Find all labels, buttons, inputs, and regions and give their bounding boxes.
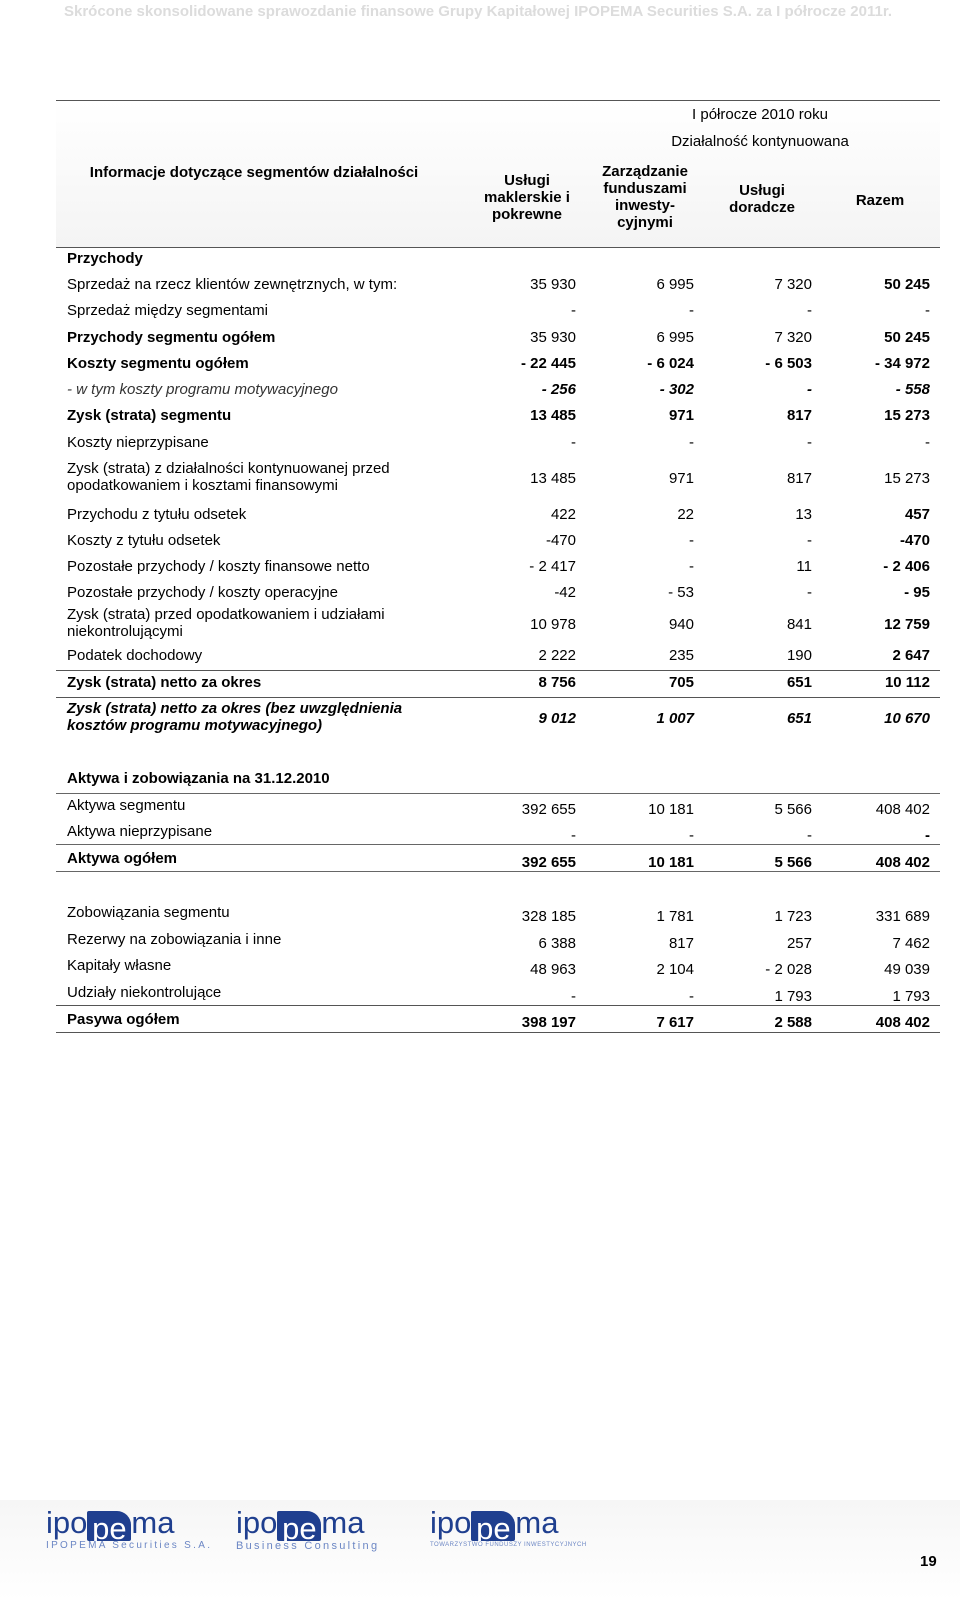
segment-row-label: Zysk (strata) netto za okres xyxy=(67,674,262,691)
segment-row-value-col1: 13 485 xyxy=(530,407,576,424)
col-advisory: Usługi doradcze xyxy=(729,182,795,216)
segment-row-value-col4: - 2 406 xyxy=(883,558,930,575)
segment-row-value-col3: 7 320 xyxy=(774,329,812,346)
liability-row-value-col1: 6 388 xyxy=(538,935,576,952)
segment-row-label: Zysk (strata) z działalności kontynuowanej przed opodatkowaniem i kosztami finansowymi xyxy=(67,460,390,494)
row-divider xyxy=(56,793,940,794)
liability-row-value-col2: 2 104 xyxy=(656,961,694,978)
segment-row-label: Przychody segmentu ogółem xyxy=(67,329,276,346)
segment-row-value-col3: - xyxy=(807,434,812,451)
segment-row-value-col4: 457 xyxy=(904,506,930,523)
segment-row-value-col2: 6 995 xyxy=(656,276,694,293)
row-divider xyxy=(56,871,940,872)
segment-row-value-col1: - xyxy=(571,434,576,451)
segment-row-value-col4: 50 245 xyxy=(884,329,930,346)
activity-header: Działalność kontynuowana xyxy=(671,133,849,150)
segment-row-value-col3: 7 320 xyxy=(774,276,812,293)
segment-row-value-col3: - xyxy=(807,532,812,549)
segment-row-label: Koszty nieprzypisane xyxy=(67,434,209,451)
asset-row-label: Aktywa segmentu xyxy=(67,797,186,814)
row-divider xyxy=(56,1005,940,1006)
segment-row-value-col3: 11 xyxy=(796,558,812,575)
liability-row-value-col1: 48 963 xyxy=(530,961,576,978)
segment-row-value-col2: 1 007 xyxy=(656,710,694,727)
segment-row-value-col1: - xyxy=(571,302,576,319)
segment-row-value-col1: - 2 417 xyxy=(529,558,576,575)
segment-row-value-col3: 651 xyxy=(786,710,812,727)
segment-row-value-col2: 971 xyxy=(668,407,694,424)
segment-row-value-col2: 6 995 xyxy=(656,329,694,346)
segment-row-value-col2: - xyxy=(689,558,694,575)
segment-row-value-col3: 190 xyxy=(786,647,812,664)
segment-row-value-col1: 9 012 xyxy=(538,710,576,727)
segment-row-label: Zysk (strata) przed opodatkowaniem i udziałami niekontrolującymi xyxy=(67,606,385,640)
logo-subtitle: IPOPEMA Securities S.A. xyxy=(46,1540,213,1551)
liability-row-value-col1: 328 185 xyxy=(521,908,576,925)
row-divider xyxy=(56,670,940,671)
asset-row-value-col4: 408 402 xyxy=(875,854,930,871)
asset-row-value-col3: - xyxy=(807,827,812,844)
segment-row-value-col4: - 34 972 xyxy=(874,355,930,372)
segment-row-value-col3: - xyxy=(807,302,812,319)
segment-row-value-col4: - xyxy=(925,302,930,319)
liability-row-value-col1: 398 197 xyxy=(521,1014,576,1031)
segment-row-label: Zysk (strata) netto za okres (bez uwzględnienia kosztów programu motywacyjnego) xyxy=(67,700,403,734)
liability-row-value-col2: 817 xyxy=(668,935,694,952)
liability-row-value-col4: 331 689 xyxy=(875,908,930,925)
segment-row-value-col2: - 6 024 xyxy=(647,355,694,372)
segment-row-value-col4: - 558 xyxy=(895,381,930,398)
asset-row-value-col1: - xyxy=(571,827,576,844)
liability-row-value-col3: 1 793 xyxy=(774,988,812,1005)
segment-row-label: Koszty z tytułu odsetek xyxy=(67,532,221,549)
segment-row-value-col3: - 6 503 xyxy=(765,355,812,372)
liability-row-value-col2: 7 617 xyxy=(656,1014,694,1031)
segment-row-label: Pozostałe przychody / koszty operacyjne xyxy=(67,584,338,601)
segment-row-value-col1: 35 930 xyxy=(530,276,576,293)
segment-row-value-col1: 2 222 xyxy=(538,647,576,664)
segment-row-label: - w tym koszty programu motywacyjnego xyxy=(67,381,338,398)
asset-row-value-col2: 10 181 xyxy=(648,854,694,871)
asset-row-value-col1: 392 655 xyxy=(521,854,576,871)
col-total: Razem xyxy=(855,192,905,209)
segment-row-value-col2: - xyxy=(689,532,694,549)
liability-row-value-col3: 2 588 xyxy=(774,1014,812,1031)
segment-row-label: Koszty segmentu ogółem xyxy=(67,355,249,372)
segment-row-value-col4: -470 xyxy=(899,532,930,549)
segment-row-value-col2: 22 xyxy=(677,506,694,523)
liability-row-label: Pasywa ogółem xyxy=(67,1011,180,1028)
segment-row-label: Zysk (strata) segmentu xyxy=(67,407,232,424)
segment-row-value-col4: 15 273 xyxy=(884,407,930,424)
document-header: Skrócone skonsolidowane sprawozdanie finansowe Grupy Kapitałowej IPOPEMA Securities S.A. za I półrocze 2011r. xyxy=(64,3,893,20)
liability-row-value-col4: 49 039 xyxy=(884,961,930,978)
liability-row-label: Zobowiązania segmentu xyxy=(67,904,230,921)
segment-row-value-col2: - 53 xyxy=(668,584,694,601)
segment-row-value-col2: - xyxy=(689,434,694,451)
segment-row-value-col1: 8 756 xyxy=(538,674,576,691)
segment-row-value-col2: - 302 xyxy=(659,381,694,398)
segment-row-value-col4: - 95 xyxy=(904,584,930,601)
col-fund-management: Zarządzanie funduszami inwesty-cyjnymi xyxy=(602,163,688,231)
asset-row-value-col2: - xyxy=(689,827,694,844)
row-divider xyxy=(56,697,940,698)
asset-row-value-col3: 5 566 xyxy=(774,801,812,818)
segment-row-value-col4: 12 759 xyxy=(884,616,930,633)
segment-row-value-col1: 35 930 xyxy=(530,329,576,346)
segment-row-value-col3: 13 xyxy=(795,506,812,523)
segment-row-label: Sprzedaż między segmentami xyxy=(67,302,268,319)
ipopema-securities-logo: ipo pe ma xyxy=(46,1505,175,1546)
asset-row-value-col1: 392 655 xyxy=(521,801,576,818)
segment-row-value-col1: 10 978 xyxy=(530,616,576,633)
segment-row-value-col1: -470 xyxy=(545,532,576,549)
segment-row-value-col2: 235 xyxy=(668,647,694,664)
liability-row-value-col4: 7 462 xyxy=(892,935,930,952)
liability-row-value-col1: - xyxy=(571,988,576,1005)
segment-row-value-col3: - xyxy=(807,584,812,601)
segment-row-value-col3: 817 xyxy=(786,470,812,487)
asset-row-value-col2: 10 181 xyxy=(648,801,694,818)
page-number: 19 xyxy=(920,1553,937,1570)
asset-row-label: Aktywa ogółem xyxy=(67,850,178,867)
segment-row-value-col4: 10 670 xyxy=(884,710,930,727)
segment-row-value-col4: 50 245 xyxy=(884,276,930,293)
row-divider xyxy=(56,844,940,845)
logo-subtitle: Business Consulting xyxy=(236,1540,380,1552)
liability-row-value-col3: - 2 028 xyxy=(765,961,812,978)
segment-row-value-col1: 422 xyxy=(550,506,576,523)
row-divider xyxy=(56,1032,940,1033)
asset-row-value-col3: 5 566 xyxy=(774,854,812,871)
segment-row-value-col3: 841 xyxy=(786,616,812,633)
assets-section-title: Aktywa i zobowiązania na 31.12.2010 xyxy=(67,770,330,787)
logo-subtitle: TOWARZYSTWO FUNDUSZY INWESTYCYJNYCH xyxy=(430,1542,587,1548)
segment-row-value-col4: 15 273 xyxy=(884,470,930,487)
col-brokerage: Usługi maklerskie i pokrewne xyxy=(484,172,570,223)
segment-row-value-col4: 2 647 xyxy=(892,647,930,664)
segment-row-value-col1: -42 xyxy=(554,584,576,601)
segment-row-value-col2: - xyxy=(689,302,694,319)
liability-row-value-col3: 257 xyxy=(786,935,812,952)
liability-row-value-col4: 408 402 xyxy=(875,1014,930,1031)
asset-row-value-col4: 408 402 xyxy=(875,801,930,818)
segment-row-label: Przychody xyxy=(67,250,143,267)
ipopema-consulting-logo: ipo pe ma xyxy=(236,1505,365,1546)
segment-row-value-col3: - xyxy=(807,381,812,398)
liability-row-value-col2: 1 781 xyxy=(656,908,694,925)
asset-row-value-col4: - xyxy=(925,827,930,844)
segment-row-label: Sprzedaż na rzecz klientów zewnętrznych, w tym: xyxy=(67,276,398,293)
segment-row-value-col3: 651 xyxy=(786,674,812,691)
period-header: I półrocze 2010 roku xyxy=(692,106,828,123)
segment-row-value-col2: 705 xyxy=(668,674,694,691)
segment-row-value-col1: - 22 445 xyxy=(520,355,576,372)
segment-row-label: Pozostałe przychody / koszty finansowe netto xyxy=(67,558,370,575)
segment-row-value-col2: 971 xyxy=(668,470,694,487)
segment-row-value-col2: 940 xyxy=(668,616,694,633)
segment-row-value-col3: 817 xyxy=(786,407,812,424)
segment-row-label: Podatek dochodowy xyxy=(67,647,203,664)
segment-row-value-col4: - xyxy=(925,434,930,451)
segment-row-value-col1: - 256 xyxy=(541,381,576,398)
segment-row-value-col4: 10 112 xyxy=(884,674,930,691)
segment-row-value-col1: 13 485 xyxy=(530,470,576,487)
liability-row-value-col2: - xyxy=(689,988,694,1005)
asset-row-label: Aktywa nieprzypisane xyxy=(67,823,213,840)
segment-row-label: Przychodu z tytułu odsetek xyxy=(67,506,247,523)
liability-row-label: Kapitały własne xyxy=(67,957,172,974)
ipopema-tfi-logo: ipo pe ma xyxy=(430,1505,559,1546)
liability-row-value-col3: 1 723 xyxy=(774,908,812,925)
liability-row-label: Udziały niekontrolujące xyxy=(67,984,222,1001)
liability-row-label: Rezerwy na zobowiązania i inne xyxy=(67,931,282,948)
segments-title: Informacje dotyczące segmentów działalności xyxy=(89,164,419,181)
liability-row-value-col4: 1 793 xyxy=(892,988,930,1005)
